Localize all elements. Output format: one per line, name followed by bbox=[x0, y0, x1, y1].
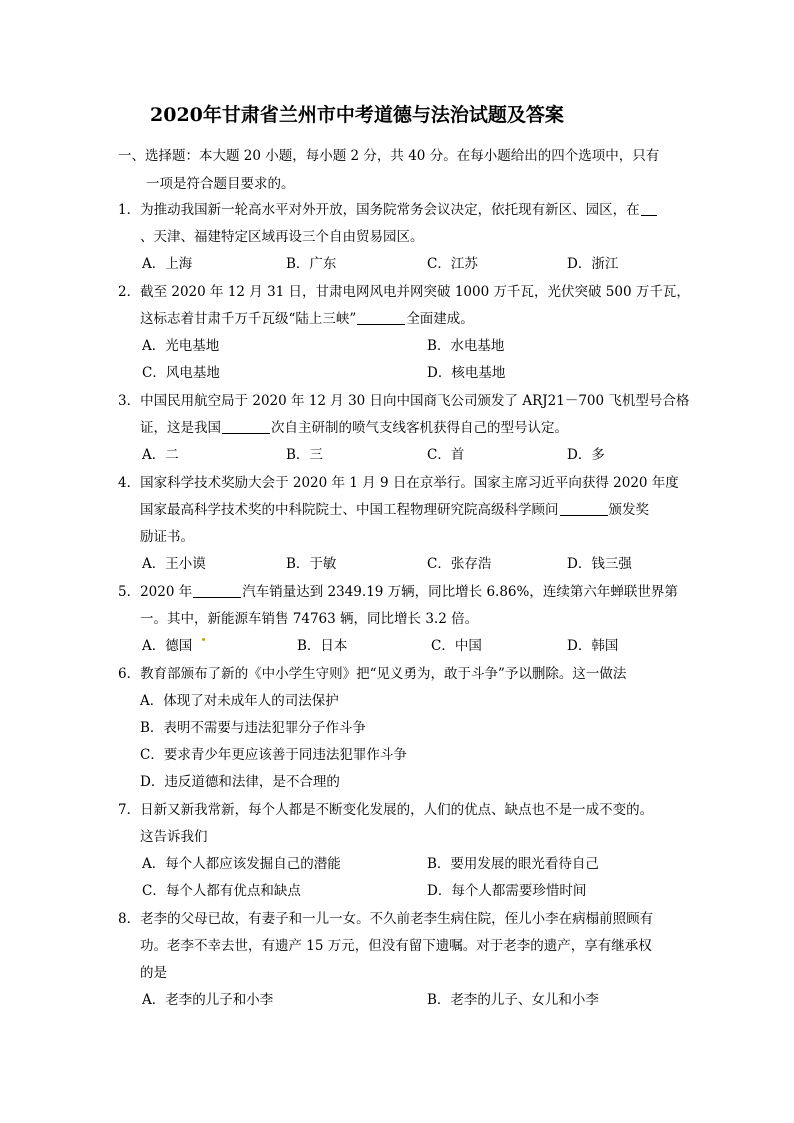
q4-stem-line-2 bbox=[140, 501, 649, 519]
q4-stem-line-1: 4．国家科学技术奖励大会于 2020 年 1 月 9 日在京举行。国家主席习近平向获得 2020 年度 bbox=[118, 475, 679, 491]
q2-stem-line-1: 2．截至 2020 年 12 月 31 日，甘肃电网风电并网突破 1000 万千瓦，光伏突破 500 万千瓦， bbox=[118, 284, 690, 300]
q3-option-c: C．首 bbox=[427, 447, 465, 463]
q4-stem-line-3: 励证书。 bbox=[140, 529, 194, 545]
q6-option-a: A．体现了对未成年人的司法保护 bbox=[140, 693, 339, 709]
q8-option-b: B．老李的儿子、女儿和小李 bbox=[427, 992, 599, 1008]
q3-option-d: D．多 bbox=[567, 447, 605, 463]
q2-stem-line-2 bbox=[140, 310, 474, 328]
q6-option-d: D．违反道德和法律，是不合理的 bbox=[140, 774, 340, 790]
q2-stem-text-a: 这标志着甘肃千万千瓦级“陆上三峡” bbox=[140, 311, 357, 327]
q7-option-d: D．每个人都需要珍惜时间 bbox=[427, 883, 587, 899]
q4-stem-text-a: 国家最高科学技术奖的中科院院士、中国工程物理研究院高级科学顾问 bbox=[140, 502, 559, 518]
q6-option-b: B．表明不需要与违法犯罪分子作斗争 bbox=[140, 720, 366, 736]
q5-option-a: A．德国 bbox=[142, 638, 193, 654]
q7-stem-line-2: 这告诉我们 bbox=[140, 829, 208, 845]
q5-stem-line-1 bbox=[118, 583, 678, 601]
q1-stem-line-1 bbox=[118, 201, 658, 219]
q8-stem-line-2: 功。老李不幸去世，有遗产 15 万元，但没有留下遗嘱。对于老李的遗产，享有继承权 bbox=[140, 938, 652, 954]
q2-stem-text-b: 全面建成。 bbox=[406, 311, 474, 327]
q3-stem-line-1: 3．中国民用航空局于 2020 年 12 月 30 日向中国商飞公司颁发了 ARJ21－700 飞机型号合格 bbox=[118, 393, 690, 409]
q1-stem-line-2: 、天津、福建特定区域再设三个自由贸易园区。 bbox=[140, 229, 424, 245]
q5-stem-text-a: 5．2020 年 bbox=[118, 584, 193, 600]
q3-stem-text-a: 证，这是我国 bbox=[140, 420, 221, 436]
q3-stem-text-b: 次自主研制的喷气支线客机获得自己的型号认定。 bbox=[271, 420, 568, 436]
q3-option-a: A．二 bbox=[142, 447, 179, 463]
q4-option-b: B．于敏 bbox=[286, 556, 337, 572]
q7-option-c: C．每个人都有优点和缺点 bbox=[142, 883, 301, 899]
section-header-line-2: 一项是符合题目要求的。 bbox=[146, 176, 295, 192]
q8-stem-line-3: 的是 bbox=[140, 965, 167, 981]
q1-stem-text: 1．为推动我国新一轮高水平对外开放，国务院常务会议决定，依托现有新区、园区，在 bbox=[118, 202, 640, 218]
q1-option-c: C．江苏 bbox=[427, 256, 478, 272]
q5-option-b: B．日本 bbox=[297, 638, 348, 654]
q2-option-c: C．风电基地 bbox=[142, 365, 220, 381]
answer-blank bbox=[222, 419, 270, 434]
q4-option-d: D．钱三强 bbox=[567, 556, 632, 572]
q6-stem-line-1: 6．教育部颁布了新的《中小学生守则》把“见义勇为，敢于斗争”予以删除。这一做法 bbox=[118, 666, 627, 682]
q7-option-a: A．每个人都应该发掘自己的潜能 bbox=[142, 856, 341, 872]
q5-stem-text-b: 汽车销量达到 2349.19 万辆，同比增长 6.86%，连续第六年蝉联世界第 bbox=[242, 584, 678, 600]
q4-option-c: C．张存浩 bbox=[427, 556, 492, 572]
q7-option-b: B．要用发展的眼光看待自己 bbox=[427, 856, 599, 872]
q3-stem-line-2 bbox=[140, 419, 568, 437]
q6-option-c: C．要求青少年更应该善于同违法犯罪作斗争 bbox=[140, 747, 407, 763]
q8-option-a: A．老李的儿子和小李 bbox=[142, 992, 274, 1008]
q1-option-d: D．浙江 bbox=[567, 256, 619, 272]
section-header-line-1: 一、选择题：本大题 20 小题，每小题 2 分，共 40 分。在每小题给出的四个选项中，只有 bbox=[118, 148, 660, 164]
q3-option-b: B．三 bbox=[286, 447, 323, 463]
answer-blank bbox=[193, 583, 241, 598]
q1-option-b: B．广东 bbox=[286, 256, 337, 272]
q5-stem-line-2: 一。其中，新能源车销售 74763 辆，同比增长 3.2 倍。 bbox=[140, 611, 479, 627]
q4-stem-text-b: 颁发奖 bbox=[608, 502, 649, 518]
q2-option-d: D．核电基地 bbox=[427, 365, 506, 381]
answer-blank bbox=[357, 310, 405, 325]
q1-option-a: A．上海 bbox=[142, 256, 193, 272]
q5-option-d: D．韩国 bbox=[567, 638, 619, 654]
answer-blank bbox=[560, 501, 608, 516]
q8-stem-line-1: 8．老李的父母已故，有妻子和一儿一女。不久前老李生病住院，侄儿小李在病榻前照顾有 bbox=[118, 911, 654, 927]
q5-option-c: C．中国 bbox=[431, 638, 482, 654]
q4-option-a: A．王小谟 bbox=[142, 556, 206, 572]
q2-option-b: B．水电基地 bbox=[427, 338, 505, 354]
q7-stem-line-1: 7．日新又新我常新，每个人都是不断变化发展的，人们的优点、缺点也不是一成不变的。 bbox=[118, 802, 654, 818]
page-title: 2020年甘肃省兰州市中考道德与法治试题及答案 bbox=[150, 104, 564, 126]
q2-option-a: A．光电基地 bbox=[142, 338, 220, 354]
stray-mark bbox=[202, 638, 205, 641]
answer-blank bbox=[641, 201, 657, 216]
